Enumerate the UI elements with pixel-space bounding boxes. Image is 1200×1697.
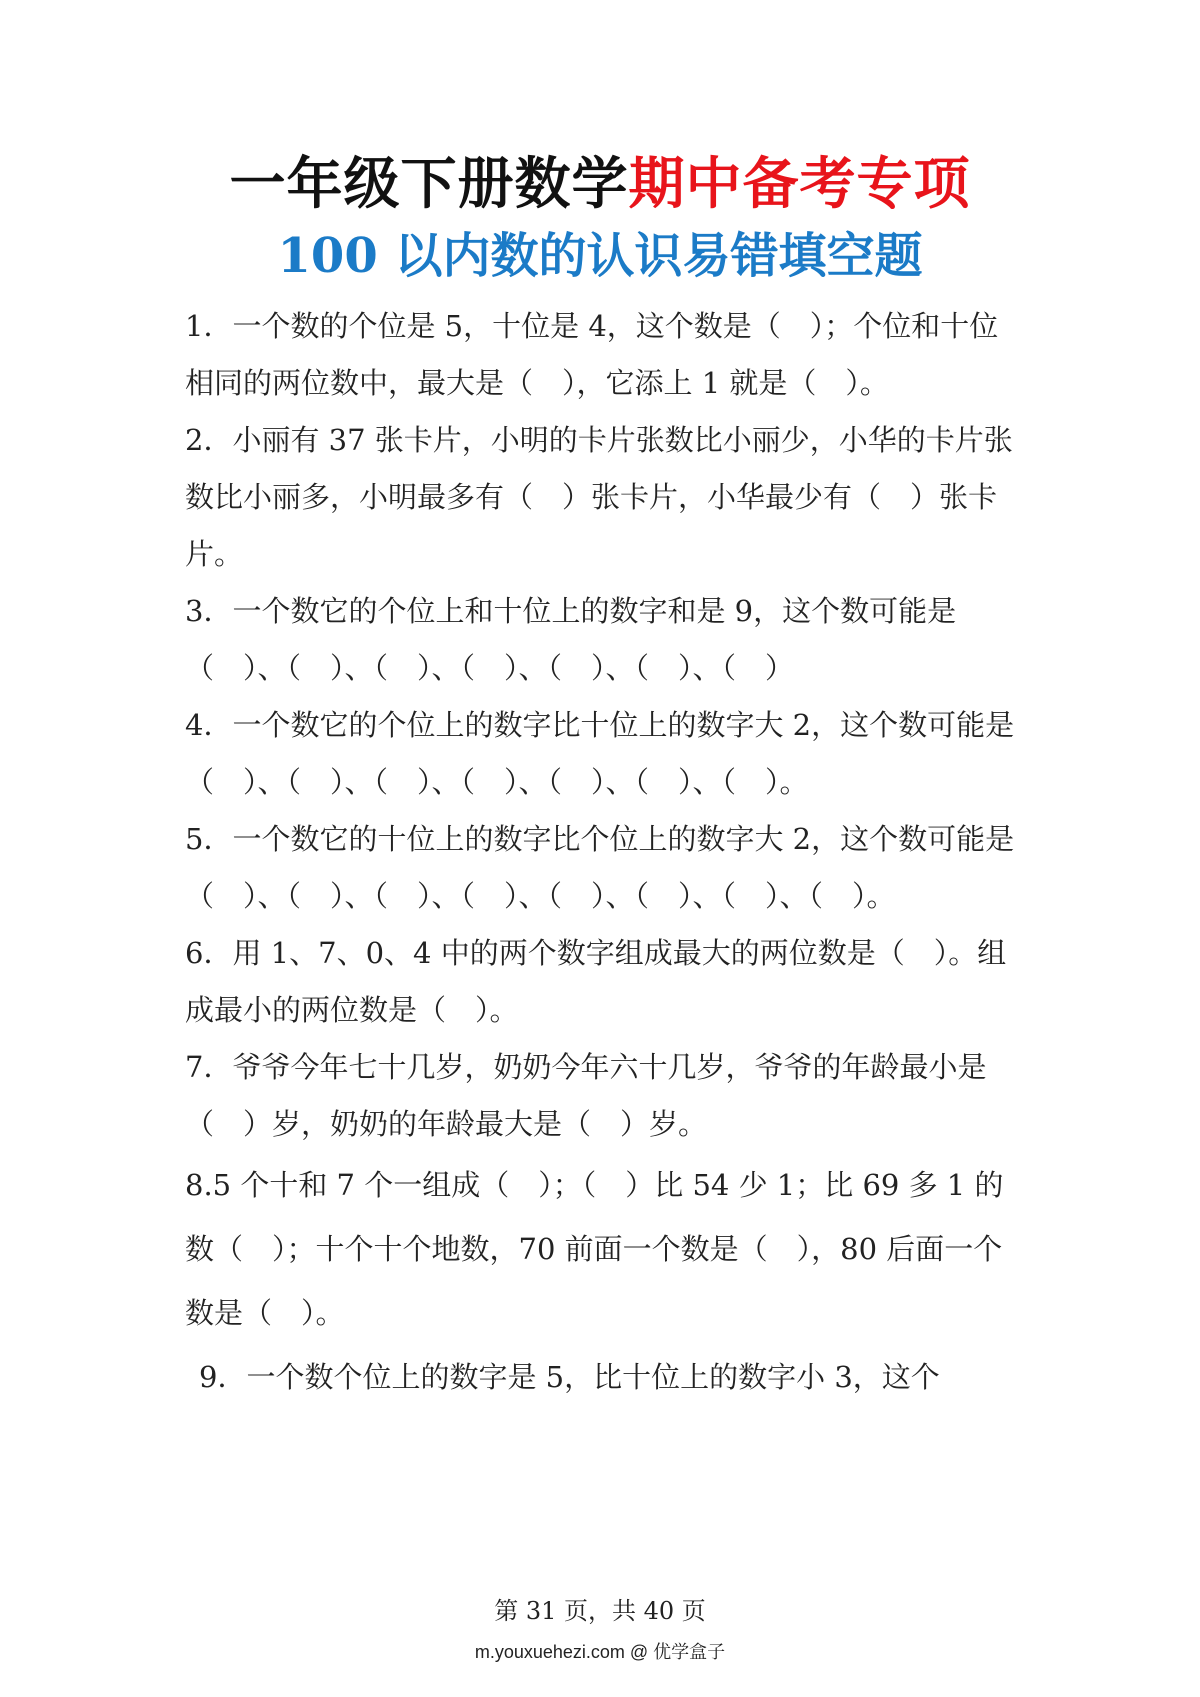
question-9: 9．一个数个位上的数字是 5，比十位上的数字小 3，这个 bbox=[199, 1360, 940, 1394]
question-list bbox=[185, 298, 1025, 1406]
title-exam-part: 期中备考专项 bbox=[628, 151, 971, 217]
document-subtitle: 100 以内数的认识易错填空题 bbox=[277, 228, 923, 284]
question-6: 6．用 1、7、0、4 中的两个数字组成最大的两位数是（ ）。组成最小的两位数是（ ）。 bbox=[185, 936, 1007, 1027]
title-grade-part: 一年级下册数学 bbox=[229, 151, 629, 217]
document-title bbox=[0, 148, 1200, 220]
question-4: 4．一个数它的个位上的数字比十位上的数字大 2，这个数可能是（ ）、（ ）、（ ）、（ ）、（ ）、（ ）、（ ）。 bbox=[185, 708, 1015, 799]
question-1: 1．一个数的个位是 5，十位是 4，这个数是（ ）；个位和十位相同的两位数中，最大是（ ），它添上 1 就是（ ）。 bbox=[185, 309, 999, 400]
site-watermark: m.youxuehezi.com @ 优学盒子 bbox=[474, 1642, 726, 1662]
question-5: 5．一个数它的十位上的数字比个位上的数字大 2，这个数可能是（ ）、（ ）、（ ）、（ ）、（ ）、（ ）、（ ）、（ ）。 bbox=[185, 822, 1015, 913]
page-number: 第 31 页，共 40 页 bbox=[494, 1597, 706, 1625]
question-3: 3．一个数它的个位上和十位上的数字和是 9，这个数可能是（ ）、（ ）、（ ）、（ ）、（ ）、（ ）、（ ） bbox=[185, 594, 957, 685]
question-2: 2．小丽有 37 张卡片，小明的卡片张数比小丽少，小华的卡片张数比小丽多，小明最多有（ ）张卡片，小华最少有（ ）张卡片。 bbox=[185, 423, 1013, 571]
question-8: 8.5 个十和 7 个一组成（ ）；（ ）比 54 少 1；比 69 多 1 的数（ ）；十个十个地数，70 前面一个数是（ ），80 后面一个数是（ ）。 bbox=[185, 1168, 1004, 1330]
question-7: 7．爷爷今年七十几岁，奶奶今年六十几岁，爷爷的年龄最小是（ ）岁，奶奶的年龄最大是（ ）岁。 bbox=[185, 1050, 987, 1141]
